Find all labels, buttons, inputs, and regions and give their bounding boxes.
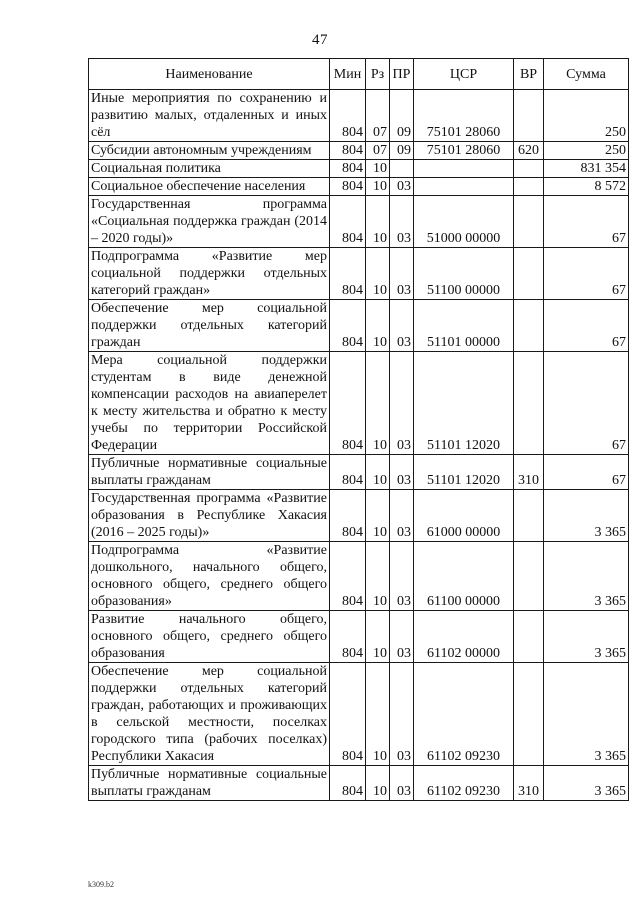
cell-rz: 10 [366,352,390,455]
column-header-name: Наименование [89,59,330,90]
table-row [89,248,629,300]
cell-rz: 07 [366,90,390,142]
cell-min: 804 [330,663,366,766]
header-row [89,59,629,90]
table-row [89,178,629,196]
cell-sum: 8 572 [544,178,629,196]
column-header-pr: ПР [390,59,414,90]
cell-min: 804 [330,766,366,801]
cell-rz: 10 [366,663,390,766]
cell-csr: 51101 12020 [414,352,514,455]
cell-vr [514,90,544,142]
cell-pr: 03 [390,455,414,490]
cell-rz: 10 [366,248,390,300]
cell-name: Обеспечение мер социальной поддержки отдельных категорий граждан, работающих и проживающих в сельской местности, поселках городского типа (рабочих поселках) Республики Хакасия [89,663,330,766]
cell-pr: 03 [390,178,414,196]
cell-pr: 09 [390,142,414,160]
cell-min: 804 [330,142,366,160]
cell-name: Развитие начального общего, основного общего, среднего общего образования [89,611,330,663]
cell-name: Обеспечение мер социальной поддержки отдельных категорий граждан [89,300,330,352]
cell-vr [514,490,544,542]
cell-vr [514,248,544,300]
cell-csr: 75101 28060 [414,142,514,160]
cell-vr [514,178,544,196]
cell-pr: 09 [390,90,414,142]
cell-pr: 03 [390,196,414,248]
cell-sum: 67 [544,455,629,490]
cell-sum: 3 365 [544,766,629,801]
table-row [89,196,629,248]
budget-table [88,58,629,801]
cell-rz: 10 [366,160,390,178]
cell-min: 804 [330,490,366,542]
cell-csr: 61102 09230 [414,766,514,801]
cell-rz: 10 [366,766,390,801]
cell-name: Подпрограмма «Развитие дошкольного, начального общего, основного общего, среднего общего образования» [89,542,330,611]
cell-pr: 03 [390,611,414,663]
cell-csr [414,160,514,178]
cell-min: 804 [330,611,366,663]
cell-sum: 3 365 [544,490,629,542]
cell-min: 804 [330,455,366,490]
cell-sum: 67 [544,196,629,248]
table-row [89,352,629,455]
cell-csr: 61102 00000 [414,611,514,663]
cell-min: 804 [330,196,366,248]
table-body [89,90,629,801]
page-number: 47 [312,32,328,48]
cell-vr [514,300,544,352]
cell-csr: 51100 00000 [414,248,514,300]
cell-csr: 51000 00000 [414,196,514,248]
cell-name: Публичные нормативные социальные выплаты гражданам [89,455,330,490]
cell-name: Субсидии автономным учреждениям [89,142,330,160]
table-row [89,142,629,160]
cell-vr [514,160,544,178]
cell-csr [414,178,514,196]
footer-code: k309.b2 [88,880,114,889]
cell-rz: 10 [366,611,390,663]
column-header-sum: Сумма [544,59,629,90]
cell-sum: 67 [544,248,629,300]
cell-pr: 03 [390,352,414,455]
table-row [89,455,629,490]
table-header [89,59,629,90]
cell-pr: 03 [390,248,414,300]
cell-min: 804 [330,542,366,611]
cell-csr: 75101 28060 [414,90,514,142]
column-header-csr: ЦСР [414,59,514,90]
cell-csr: 51101 00000 [414,300,514,352]
table-row [89,663,629,766]
table-row [89,766,629,801]
cell-sum: 3 365 [544,611,629,663]
cell-rz: 10 [366,196,390,248]
table-row [89,611,629,663]
cell-rz: 10 [366,178,390,196]
cell-sum: 831 354 [544,160,629,178]
cell-vr [514,542,544,611]
cell-pr: 03 [390,766,414,801]
column-header-rz: Рз [366,59,390,90]
cell-rz: 10 [366,490,390,542]
cell-sum: 67 [544,352,629,455]
cell-min: 804 [330,90,366,142]
table-row [89,90,629,142]
column-header-vr: ВР [514,59,544,90]
cell-min: 804 [330,248,366,300]
cell-min: 804 [330,160,366,178]
cell-pr: 03 [390,663,414,766]
cell-sum: 250 [544,142,629,160]
cell-csr: 61102 09230 [414,663,514,766]
table-row [89,160,629,178]
cell-sum: 3 365 [544,542,629,611]
cell-name: Мера социальной поддержки студентам в виде денежной компенсации расходов на авиаперелет к месту жительства и обратно к месту учебы по территории Российской Федерации [89,352,330,455]
cell-vr [514,663,544,766]
cell-vr [514,352,544,455]
cell-name: Социальное обеспечение населения [89,178,330,196]
table-row [89,490,629,542]
cell-sum: 67 [544,300,629,352]
cell-vr [514,611,544,663]
cell-sum: 3 365 [544,663,629,766]
column-header-min: Мин [330,59,366,90]
cell-pr [390,160,414,178]
cell-csr: 51101 12020 [414,455,514,490]
cell-rz: 10 [366,455,390,490]
cell-name: Социальная политика [89,160,330,178]
cell-vr: 620 [514,142,544,160]
cell-rz: 10 [366,542,390,611]
cell-csr: 61100 00000 [414,542,514,611]
cell-csr: 61000 00000 [414,490,514,542]
cell-vr [514,196,544,248]
cell-min: 804 [330,300,366,352]
cell-vr: 310 [514,766,544,801]
cell-sum: 250 [544,90,629,142]
cell-rz: 10 [366,300,390,352]
cell-name: Публичные нормативные социальные выплаты гражданам [89,766,330,801]
cell-vr: 310 [514,455,544,490]
cell-name: Иные мероприятия по сохранению и развитию малых, отдаленных и иных сёл [89,90,330,142]
cell-pr: 03 [390,490,414,542]
cell-pr: 03 [390,542,414,611]
cell-pr: 03 [390,300,414,352]
table-row [89,300,629,352]
cell-min: 804 [330,352,366,455]
table-row [89,542,629,611]
cell-rz: 07 [366,142,390,160]
cell-name: Подпрограмма «Развитие мер социальной поддержки отдельных категорий граждан» [89,248,330,300]
cell-min: 804 [330,178,366,196]
cell-name: Государственная программа «Развитие образования в Республике Хакасия (2016 – 2025 годы)» [89,490,330,542]
cell-name: Государственная программа «Социальная поддержка граждан (2014 – 2020 годы)» [89,196,330,248]
